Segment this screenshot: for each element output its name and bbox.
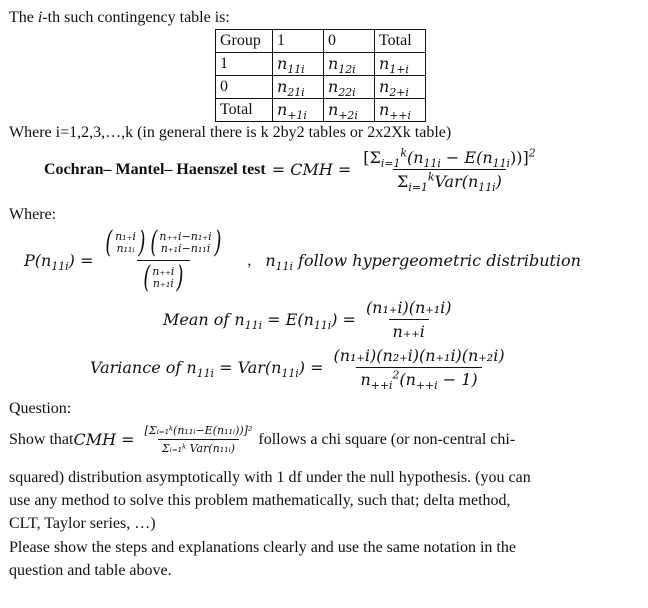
table-cell: $n_{21i}$ [273, 76, 324, 99]
table-cell: $n_{++i}$ [375, 99, 426, 122]
table-cell: $n_{12i}$ [324, 53, 375, 76]
question-line: CLT, Taylor series, …) [9, 515, 156, 532]
table-header-cell: Group [216, 30, 273, 53]
cmh-formula [44, 146, 542, 195]
variance-formula: Variance of $n_{11i} = Var(n_{11i})$ = $\frac{\text{(n₁₊i)(n₂₊i)(n₊₁i)(n₊₂i)}}{n_{++i}^2(n_{++i} - 1)}$ [90, 346, 511, 389]
table-cell: $n_{22i}$ [324, 76, 375, 99]
binomial-coefficient: ( n₊₊i−n₁₊i n₊₁i−n₁₁i ) [149, 225, 221, 260]
hypergeometric-formula: $P(n_{11i})$ = ( n₁₊i n₁₁ᵢ ) ( n₊₊i−n₁₊i n₊₁i−n₁₁i ) ( n₊₊i n₊₁i ) , $n_{11i}$ follow hypergeometric distribution [24, 225, 581, 295]
cmh-denominator: $\Sigma_{i=1}^kVar(n_{11i})$ [393, 169, 506, 191]
table-cell: $n_{+2i}$ [324, 99, 375, 122]
hypergeometric-fraction [99, 225, 227, 295]
question-line: Please show the steps and explanations clearly and use the same notation in the [9, 539, 516, 556]
variance-fraction: $\frac{\text{(n₁₊i)(n₂₊i)(n₊₁i)(n₊₂i)}}{n_{++i}^2(n_{++i} - 1)}$ [333, 346, 505, 393]
table-cell: $n_{1+i}$ [375, 53, 426, 76]
table-cell: 0 [216, 76, 273, 99]
index-description: Where i=1,2,3,…,k (in general there is k 2by2 tables or 2x2Xk table) [9, 124, 452, 141]
question-line: question and table above. [9, 562, 172, 579]
where-label: Where: [9, 206, 57, 223]
table-row [216, 53, 426, 76]
question-line: Show that CMH = $\frac{\text{[Σᵢ₌₁ᵏ(n₁₁ᵢ−E(n₁₁ᵢ))]²}}{\text{Σᵢ₌₁ᵏ Var(n₁₁ᵢ)}}$ follows a chi square (or non-central chi- [9, 424, 516, 455]
question-cmh-fraction: $\frac{\text{[Σᵢ₌₁ᵏ(n₁₁ᵢ−E(n₁₁ᵢ))]²}}{\text{Σᵢ₌₁ᵏ Var(n₁₁ᵢ)}}$ [144, 424, 253, 455]
question-line: use any method to solve this problem mathematically, such that; delta method, [9, 492, 511, 509]
contingency-table [215, 29, 426, 122]
table-row [216, 99, 426, 122]
mean-fraction: $\frac{\text{(n₁₊i)(n₊₁i)}}{n_{++}i}$ [365, 298, 452, 341]
table-row [216, 76, 426, 99]
hypergeometric-note: $n_{11i}$ follow hypergeometric distribution [265, 251, 581, 274]
mean-formula: Mean of $n_{11i} = E(n_{11i})$ = $\frac{\text{(n₁₊i)(n₊₁i)}}{n_{++}i}$ [163, 298, 457, 341]
table-cell: $n_{11i}$ [273, 53, 324, 76]
binomial-coefficient: ( n₊₊i n₊₁i ) [142, 260, 184, 295]
table-header-cell: Total [375, 30, 426, 53]
intro-text: The i-th such contingency table is: [9, 9, 230, 26]
question-label: Question: [9, 400, 72, 417]
table-header-row [216, 30, 426, 53]
table-cell: 1 [216, 53, 273, 76]
cmh-equals: = CMH = [271, 160, 352, 179]
binomial-coefficient: ( n₁₊i n₁₁ᵢ ) [105, 225, 146, 260]
table-cell: Total [216, 99, 273, 122]
cmh-fraction [359, 146, 539, 195]
table-cell: $n_{2+i}$ [375, 76, 426, 99]
question-line: squared) distribution asymptotically with 1 df under the null hypothesis. (you can [9, 469, 531, 486]
table-cell: $n_{+1i}$ [273, 99, 324, 122]
table-header-cell: 0 [324, 30, 375, 53]
cmh-label: Cochran– Mantel– Haenszel test [44, 160, 266, 178]
cmh-numerator: $[\Sigma_{i=1}^k(n_{11i} - E(n_{11i}))]^2$ [363, 146, 536, 171]
table-header-cell: 1 [273, 30, 324, 53]
